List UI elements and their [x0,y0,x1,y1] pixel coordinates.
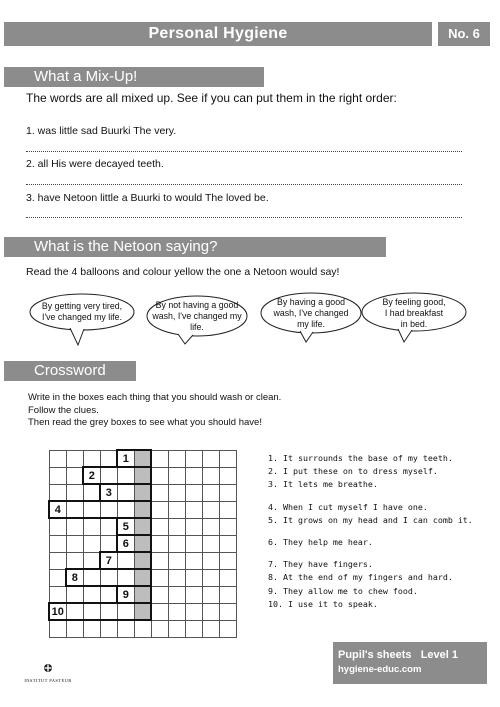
grid-cell[interactable] [202,535,219,552]
grid-cell[interactable] [151,552,168,569]
grid-cell[interactable] [202,467,219,484]
grid-cell[interactable] [117,484,134,501]
grid-cell[interactable] [66,501,83,518]
grid-cell[interactable] [151,467,168,484]
grid-cell[interactable] [202,603,219,620]
grid-cell[interactable] [151,603,168,620]
grid-cell[interactable] [83,535,100,552]
grid-cell[interactable] [202,569,219,586]
grid-cell[interactable] [83,518,100,535]
grid-cell[interactable] [83,501,100,518]
grid-cell[interactable] [83,603,100,620]
balloon-3-line-3: my life. [297,319,325,329]
clue-10: 10. I use it to speak. [268,598,378,609]
logo-caption: INSTITUT PASTEUR [24,678,72,683]
grid-cell[interactable] [100,569,117,586]
balloon-3-line-2: wash, I've changed [273,308,349,318]
balloon-2-line-1: By not having a good [155,300,239,310]
clue-6: 6. They help me hear. [268,537,373,548]
grid-cell[interactable] [168,569,185,586]
grid-cell[interactable] [168,552,185,569]
grid-cell[interactable] [49,518,66,535]
grid-cell[interactable] [185,484,202,501]
clue-5: 5. It grows on my head and I can comb it. [268,514,473,525]
grid-cell[interactable] [83,586,100,603]
grid-cell[interactable] [202,484,219,501]
grid-cell[interactable] [49,569,66,586]
clue-number-cell[interactable]: 10 [49,603,66,620]
footer-level: Pupil's sheets Level 1 [338,649,459,661]
clue-8: 8. At the end of my fingers and hard. [268,572,453,583]
grid-cell[interactable] [168,518,185,535]
grid-cell[interactable] [151,569,168,586]
grid-cell[interactable] [49,484,66,501]
grid-cell[interactable] [185,467,202,484]
balloon-4[interactable] [364,297,464,330]
mixup-sentence-2: 2. all His were decayed teeth. [26,158,164,170]
pasteur-emblem-icon [43,663,53,673]
grid-cell[interactable] [66,552,83,569]
grid-cell[interactable] [66,603,83,620]
crossword-instruction-3: Then read the grey boxes to see what you should have! [28,417,262,428]
grid-cell[interactable] [219,484,236,501]
balloon-3[interactable] [261,297,361,330]
clue-9: 9. They allow me to chew food. [268,585,418,596]
grid-cell[interactable] [100,518,117,535]
grid-cell[interactable] [100,467,117,484]
grid-cell[interactable] [219,620,236,637]
grid-cell[interactable] [185,603,202,620]
grid-cell[interactable] [168,467,185,484]
grid-cell[interactable] [202,552,219,569]
clue-number-cell[interactable]: 4 [49,501,66,518]
grid-cell[interactable] [219,603,236,620]
grid-cell[interactable] [202,518,219,535]
grid-cell[interactable] [83,569,100,586]
grid-cell[interactable] [117,501,134,518]
grid-cell[interactable] [66,620,83,637]
grid-cell[interactable] [100,501,117,518]
grid-cell[interactable] [151,620,168,637]
grid-cell[interactable] [168,484,185,501]
grid-cell[interactable] [49,552,66,569]
grid-cell[interactable] [202,501,219,518]
grid-cell[interactable] [219,586,236,603]
grid-cell[interactable] [100,620,117,637]
grid-cell[interactable] [49,450,66,467]
grid-cell[interactable] [100,450,117,467]
mixup-instruction: The words are all mixed up. See if you can put them in the right order: [26,91,397,105]
grid-cell[interactable] [185,450,202,467]
grid-cell[interactable] [66,484,83,501]
grid-cell[interactable] [134,518,151,535]
clue-7: 7. They have fingers. [268,559,373,570]
clue-number-cell[interactable]: 7 [100,552,117,569]
clue-list [268,452,473,611]
grid-cell[interactable] [151,518,168,535]
grid-cell[interactable] [168,586,185,603]
grid-cell[interactable] [134,586,151,603]
balloon-4-line-1: By feeling good, [382,297,446,307]
grid-cell[interactable] [66,450,83,467]
crossword-instruction-1: Write in the boxes each thing that you should wash or clean. [28,392,282,403]
clue-number-cell[interactable]: 1 [117,450,134,467]
sheet-number: No. 6 [438,22,490,46]
grid-cell[interactable] [66,467,83,484]
grid-cell[interactable] [117,467,134,484]
grid-cell[interactable] [185,620,202,637]
grid-cell[interactable] [117,569,134,586]
grid-cell[interactable] [49,586,66,603]
footer-box [333,642,487,684]
clue-number-cell[interactable]: 6 [117,535,134,552]
clue-1: 1. It surrounds the base of my teeth. [268,453,453,463]
crossword-grid[interactable] [48,449,237,638]
grid-cell[interactable] [134,569,151,586]
footer-website[interactable]: hygiene-educ.com [338,664,422,675]
grid-cell[interactable] [49,620,66,637]
grid-cell[interactable] [151,484,168,501]
grid-cell[interactable] [134,603,151,620]
balloon-3-line-1: By having a good [277,297,345,307]
grid-cell[interactable] [185,569,202,586]
grid-cell[interactable] [219,501,236,518]
clue-number-cell[interactable]: 9 [117,586,134,603]
grid-cell[interactable] [100,603,117,620]
grid-cell[interactable] [168,603,185,620]
grid-cell[interactable] [219,569,236,586]
balloon-1-line-1: By getting very tired, [41,301,123,311]
grid-cell[interactable] [134,620,151,637]
clue-2: 2. I put these on to dress myself. [268,466,438,477]
grid-cell[interactable] [83,450,100,467]
grid-cell[interactable] [66,518,83,535]
grid-cell[interactable] [185,552,202,569]
grid-cell[interactable] [168,450,185,467]
grid-cell[interactable] [151,501,168,518]
mixup-sentence-1: 1. was little sad Buurki The very. [26,125,177,137]
grid-cell[interactable] [185,518,202,535]
grid-cell[interactable] [117,552,134,569]
section-mixup-heading: What a Mix-Up! [4,67,264,87]
grid-cell[interactable] [185,586,202,603]
grid-cell[interactable] [49,535,66,552]
grid-cell[interactable] [49,467,66,484]
grid-cell[interactable] [100,586,117,603]
balloon-1[interactable] [32,301,132,323]
balloon-2-line-3: life. [190,322,204,332]
grid-cell[interactable] [202,586,219,603]
grid-cell[interactable] [202,620,219,637]
section-crossword-heading: Crossword [4,361,136,381]
grid-cell[interactable] [202,450,219,467]
grid-cell[interactable] [134,467,151,484]
balloon-4-line-3: in bed. [400,319,428,329]
grid-cell[interactable] [66,535,83,552]
crossword-instructions [28,392,281,430]
grid-cell[interactable] [219,450,236,467]
grid-cell[interactable] [117,603,134,620]
page-title: Personal Hygiene [148,25,288,42]
grid-cell[interactable] [83,620,100,637]
grid-cell[interactable] [151,586,168,603]
balloon-1-line-2: I've changed my life. [42,312,122,322]
grid-cell[interactable] [83,552,100,569]
grid-cell[interactable] [134,552,151,569]
grid-cell[interactable] [185,501,202,518]
section-netoon-heading: What is the Netoon saying? [4,237,386,257]
clue-number-cell[interactable]: 8 [66,569,83,586]
grid-cell[interactable] [219,518,236,535]
grid-cell[interactable] [134,484,151,501]
grid-cell[interactable] [168,620,185,637]
grid-cell[interactable] [168,501,185,518]
grid-cell[interactable] [100,535,117,552]
grid-cell[interactable] [134,450,151,467]
grid-cell[interactable] [168,535,185,552]
clue-3: 3. It lets me breathe. [268,479,378,490]
grid-cell[interactable] [219,467,236,484]
grid-cell[interactable] [185,535,202,552]
grid-cell[interactable] [117,620,134,637]
mixup-sentence-3: 3. have Netoon little a Buurki to would The loved be. [26,192,269,204]
clue-number-cell[interactable]: 2 [83,467,100,484]
institut-pasteur-logo [18,660,78,683]
crossword-instruction-2: Follow the clues. [28,404,99,416]
grid-cell[interactable] [219,535,236,552]
balloon-4-line-2: I had breakfast [384,308,444,318]
balloon-2[interactable] [147,300,247,333]
clue-number-cell[interactable]: 5 [117,518,134,535]
grid-cell[interactable] [83,484,100,501]
grid-cell[interactable] [134,501,151,518]
clue-4: 4. When I cut myself I have one. [268,501,428,512]
grid-cell[interactable] [134,535,151,552]
clue-number-cell[interactable]: 3 [100,484,117,501]
netoon-instruction: Read the 4 balloons and colour yellow the one a Netoon would say! [26,266,340,278]
grid-cell[interactable] [219,552,236,569]
grid-cell[interactable] [151,450,168,467]
grid-cell[interactable] [66,586,83,603]
balloon-2-line-2: wash, I've changed my [152,311,242,321]
grid-cell[interactable] [151,535,168,552]
